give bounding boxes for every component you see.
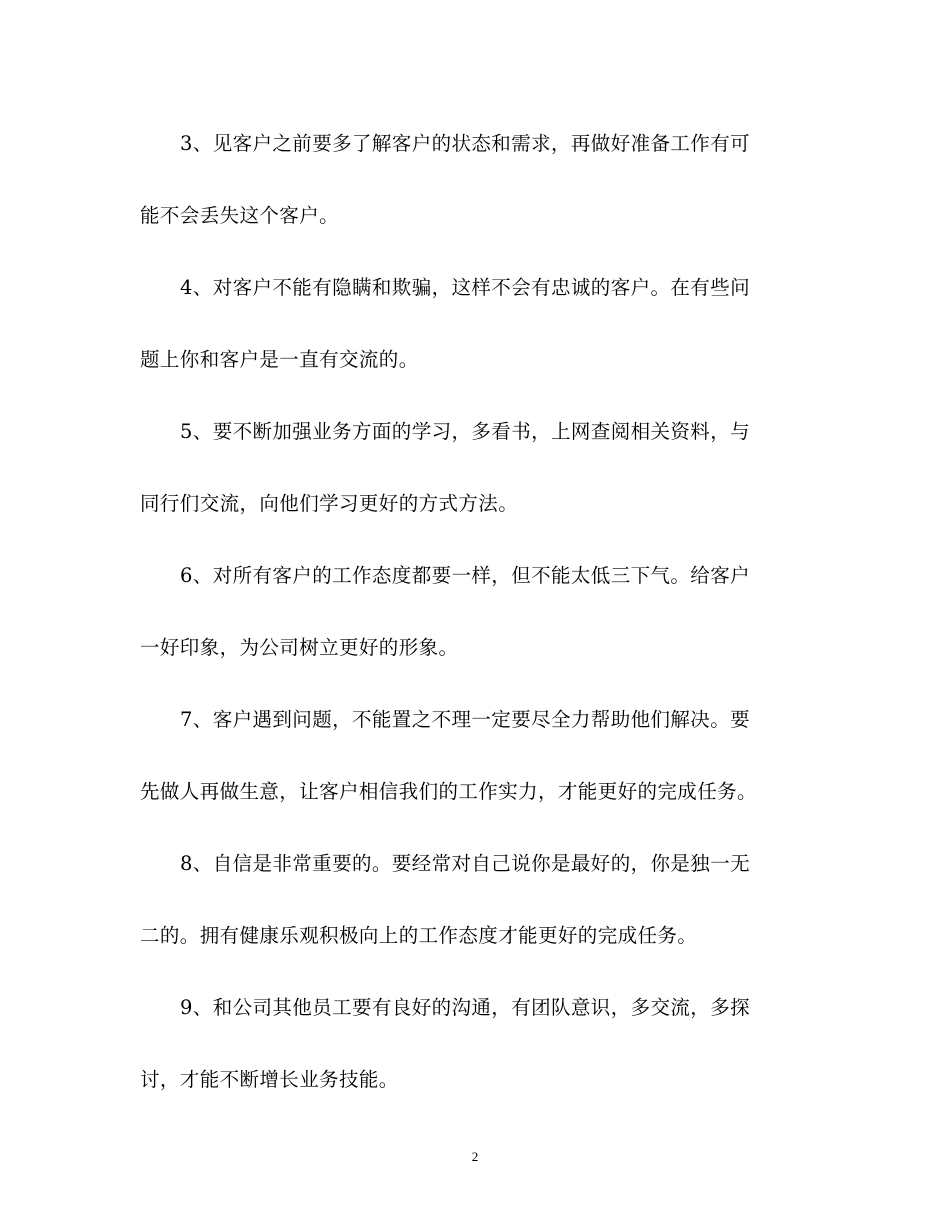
paragraph-item-4 xyxy=(140,268,806,412)
paragraph-item-8 xyxy=(140,844,806,988)
paragraph-line: 二的。拥有健康乐观积极向上的工作态度才能更好的完成任务。 xyxy=(140,924,698,947)
paragraph-item-7 xyxy=(140,700,806,844)
paragraph-item-3 xyxy=(140,124,806,268)
paragraph-line: 一好印象，为公司树立更好的形象。 xyxy=(140,636,459,659)
paragraph-line: 5、要不断加强业务方面的学习，多看书，上网查阅相关资料，与 xyxy=(180,420,751,443)
paragraph-line: 7、客户遇到问题，不能置之不理一定要尽全力帮助他们解决。要 xyxy=(180,708,751,731)
document-body xyxy=(140,124,806,1132)
paragraph-line: 9、和公司其他员工要有良好的沟通，有团队意识，多交流，多探 xyxy=(180,996,751,1019)
paragraph-line: 4、对客户不能有隐瞒和欺骗，这样不会有忠诚的客户。在有些问 xyxy=(180,276,751,299)
paragraph-item-9 xyxy=(140,988,806,1132)
page-number: 2 xyxy=(471,1149,479,1164)
paragraph-line: 6、对所有客户的工作态度都要一样，但不能太低三下气。给客户 xyxy=(180,564,751,587)
paragraph-line: 能不会丢失这个客户。 xyxy=(140,204,340,227)
paragraph-line: 3、见客户之前要多了解客户的状态和需求，再做好准备工作有可 xyxy=(180,132,751,155)
paragraph-line: 8、自信是非常重要的。要经常对自己说你是最好的，你是独一无 xyxy=(180,852,751,875)
paragraph-line: 题上你和客户是一直有交流的。 xyxy=(140,348,419,371)
paragraph-item-6 xyxy=(140,556,806,700)
paragraph-line: 先做人再做生意，让客户相信我们的工作实力，才能更好的完成任务。 xyxy=(140,780,757,803)
paragraph-item-5 xyxy=(140,412,806,556)
paragraph-line: 同行们交流，向他们学习更好的方式方法。 xyxy=(140,492,519,515)
paragraph-line: 讨，才能不断增长业务技能。 xyxy=(140,1068,399,1091)
